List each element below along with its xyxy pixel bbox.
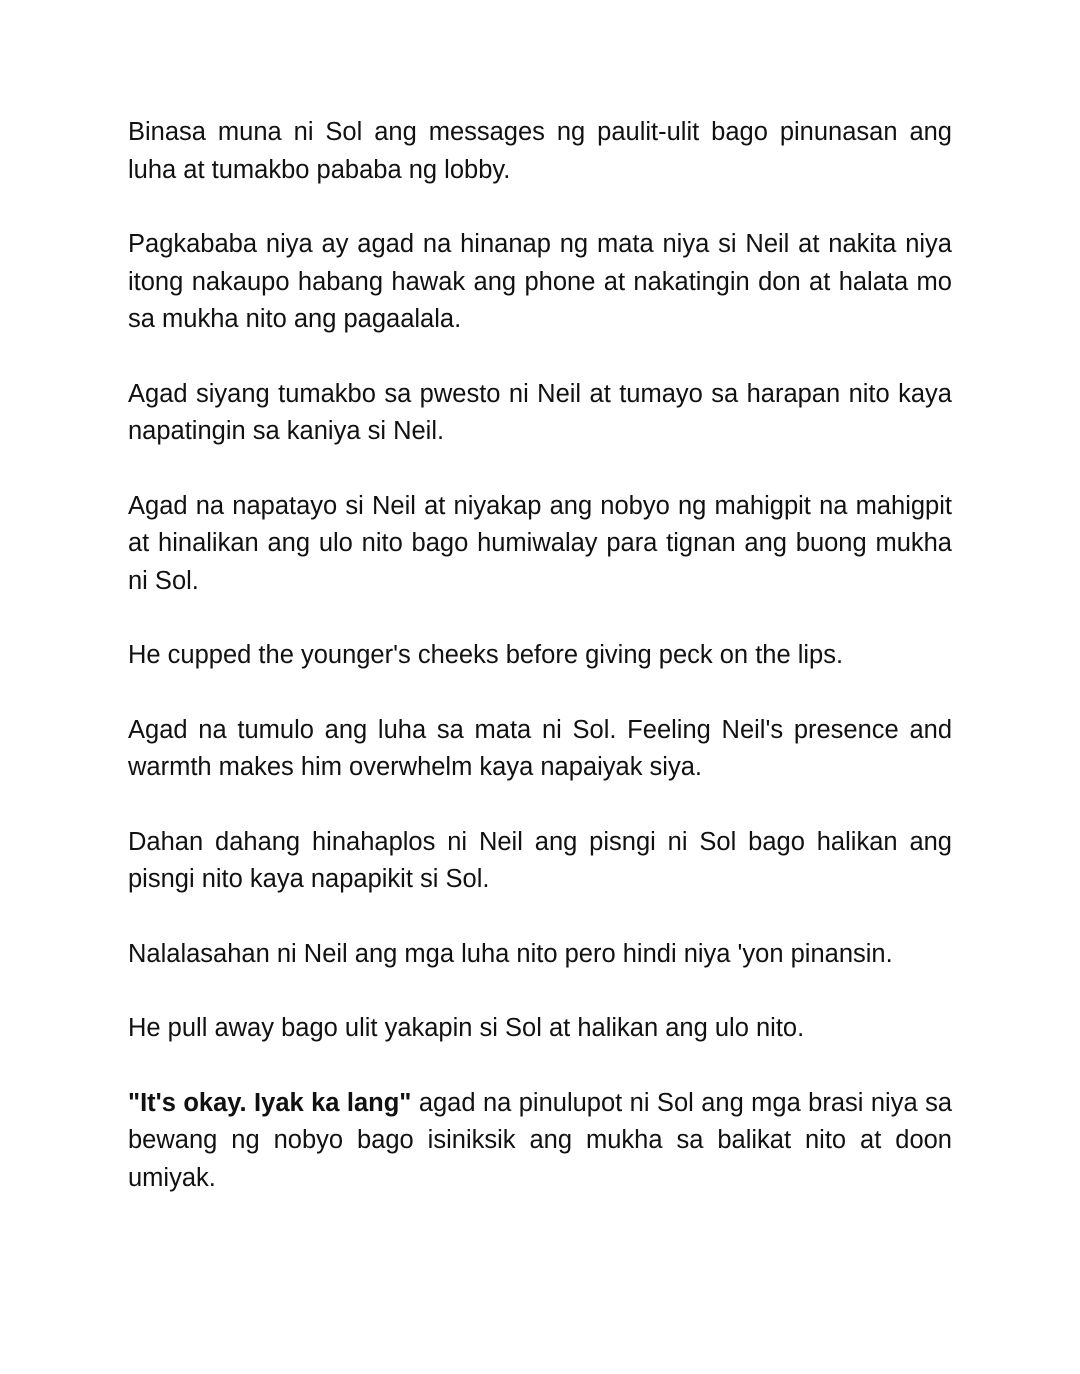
paragraph-4: Agad na napatayo si Neil at niyakap ang nobyo ng mahigpit na mahigpit at hinalikan ang ulo nito bago humiwalay para tignan ang buong mukha ni Sol. <box>128 491 952 595</box>
paragraph-9: He pull away bago ulit yakapin si Sol at halikan ang ulo nito. <box>128 1014 805 1042</box>
paragraph-7: Dahan dahang hinahaplos ni Neil ang pisngi ni Sol bago halikan ang pisngi nito kaya napapikit si Sol. <box>128 827 952 893</box>
paragraph-3: Agad siyang tumakbo sa pwesto ni Neil at tumayo sa harapan nito kaya napatingin sa kaniya si Neil. <box>128 379 952 445</box>
paragraph-6: Agad na tumulo ang luha sa mata ni Sol. Feeling Neil's presence and warmth makes him overwhelm kaya napaiyak siya. <box>128 715 952 781</box>
paragraph-5: He cupped the younger's cheeks before giving peck on the lips. <box>128 641 844 669</box>
paragraph-10 <box>128 1085 952 1198</box>
dialogue-quote: "It's okay. Iyak ka lang" <box>128 1088 412 1117</box>
paragraph-2: Pagkababa niya ay agad na hinanap ng mata niya si Neil at nakita niya itong nakaupo habang hawak ang phone at nakatingin don at halata mo sa mukha nito ang pagaalala. <box>128 230 952 333</box>
paragraph-8: Nalalasahan ni Neil ang mga luha nito pero hindi niya 'yon pinansin. <box>128 939 893 968</box>
paragraph-1: Binasa muna ni Sol ang messages ng paulit-ulit bago pinunasan ang luha at tumakbo pababa ng lobby. <box>128 118 952 184</box>
paragraph-10-text: agad na pinulupot ni Sol ang mga brasi niya sa bewang ng nobyo bago isiniksik ang mukha sa balikat nito at doon umiyak. <box>128 1088 953 1192</box>
